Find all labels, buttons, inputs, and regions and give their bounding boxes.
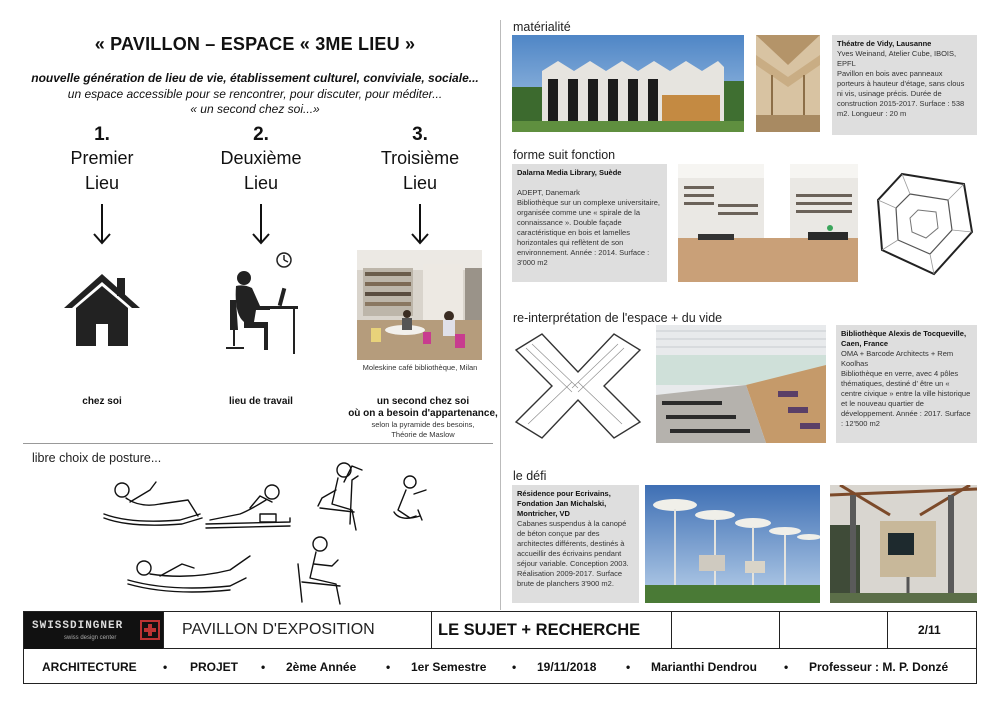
cabane-photo	[830, 485, 977, 603]
posture-perched-sketch	[394, 476, 426, 520]
caption-pyramide: selon la pyramide des besoins,	[371, 420, 475, 429]
section-defi-title: le défi	[513, 469, 547, 483]
footer-empty-cell-2	[780, 612, 888, 649]
place-label-line1: Deuxième	[220, 148, 302, 168]
footer-bullet: •	[626, 660, 631, 674]
footer	[23, 611, 977, 684]
vidy-interior-photo	[756, 35, 820, 132]
info-box-authors: OMA + Barcode Architects + Rem Koolhas	[841, 349, 954, 368]
place-number: 3.	[412, 124, 428, 145]
materialite-info-box	[832, 35, 977, 135]
caption-appartenance: où on a besoin d'appartenance,	[348, 408, 498, 419]
posture-lounging-sketch	[206, 485, 290, 528]
footer-title: PAVILLON D'EXPOSITION	[182, 621, 375, 638]
place-number: 1.	[94, 124, 110, 145]
footer-sujet: LE SUJET + RECHERCHE	[438, 621, 641, 639]
section-reinterp-title: re-interprétation de l'espace + du vide	[513, 311, 723, 325]
forme-info-box	[512, 164, 667, 282]
place-number: 2.	[253, 124, 269, 145]
place-column-2	[186, 124, 336, 196]
logo-cross-icon	[140, 620, 160, 640]
place-column-1	[27, 124, 177, 196]
footer-semestre: 1er Semestre	[411, 660, 487, 674]
caption-second-chez-soi: un second chez soi	[376, 396, 470, 407]
caption-chez-soi: chez soi	[82, 396, 122, 407]
footer-bullet: •	[163, 660, 168, 674]
page-title: « PAVILLON – ESPACE « 3ME LIEU »	[94, 34, 416, 54]
place-label-line2: Lieu	[402, 173, 438, 193]
place-label-line1: Premier	[70, 148, 134, 168]
footer-projet: PROJET	[190, 660, 239, 674]
caption-lieu-de-travail: lieu de travail	[229, 396, 293, 407]
subtitle-line-2: un espace accessible pour se rencontrer, pour discuter, pour méditer...	[67, 87, 443, 101]
footer-date: 19/11/2018	[537, 660, 597, 674]
posture-title: libre choix de posture...	[32, 451, 162, 465]
footer-professeur: Professeur : M. P. Donzé	[809, 660, 949, 674]
posture-sketches	[100, 460, 490, 610]
logo-subtext: swiss design center	[64, 635, 117, 641]
footer-author: Marianthi Dendrou	[651, 660, 758, 674]
tocqueville-plan	[512, 328, 644, 443]
info-box-title: Dalarna Media Library, Suède	[517, 168, 622, 177]
down-arrow-icon	[408, 204, 432, 246]
footer-architecture: ARCHITECTURE	[42, 660, 137, 674]
info-box-text: Cabanes suspendus à la canopé de béton conçue par des architectes différents, destinés à accueillir des écrivains pendant séjour variable. Conception 2003. Réalisation 2009-2017. Surface brute de planchers 3'900 m2.	[517, 519, 629, 588]
defi-info-box	[512, 485, 639, 603]
footer-bullet: •	[784, 660, 789, 674]
moleskine-cafe-photo	[357, 250, 482, 360]
footer-sujet-cell	[432, 612, 672, 649]
reinterp-info-box	[836, 325, 977, 443]
residence-ecrivains-photo	[645, 485, 820, 603]
caption-maslow: Théorie de Maslow	[391, 430, 455, 439]
subtitle-bold: nouvelle génération de lieu de vie, établissement culturel, conviviale, sociale...	[31, 71, 479, 85]
page-number: 2/11	[918, 623, 941, 637]
footer-row-2	[24, 650, 976, 685]
office-worker-icon	[222, 250, 302, 355]
dalarna-floor-plan	[872, 170, 977, 280]
info-box-authors: ADEPT, Danemark	[517, 188, 580, 197]
section-forme-title: forme suit fonction	[513, 148, 616, 162]
logo-text: SWISSDINGNER	[32, 620, 124, 632]
photo-caption: Moleskine café bibliothèque, Milan	[362, 363, 478, 372]
info-box-text: Pavillon en bois avec panneaux porteurs à hauteur d'étage, sans clous ni vis, usinage précis. Durée de construction 2015-2017. Surface : 538 m2. Longueur : 20 m	[837, 69, 965, 118]
down-arrow-icon	[90, 204, 114, 246]
footer-bullet: •	[512, 660, 517, 674]
tocqueville-library-photo	[656, 325, 826, 443]
section-materialite-title: matérialité	[513, 20, 571, 34]
house-icon	[62, 270, 142, 350]
footer-bullet: •	[261, 660, 266, 674]
posture-reclining-sketch	[104, 482, 202, 525]
footer-title-cell	[164, 612, 432, 649]
divider-vertical	[500, 20, 501, 610]
footer-bullet: •	[386, 660, 391, 674]
info-box-title: Bibliothèque Alexis de Tocqueville, Caen, France	[841, 329, 967, 348]
vidy-theatre-photo	[512, 35, 744, 132]
subtitle-line-3: « un second chez soi...»	[190, 102, 320, 116]
footer-annee: 2ème Année	[286, 660, 357, 674]
posture-upright-sketch	[298, 537, 340, 604]
info-box-text: Bibliothèque sur un complexe universitaire, organisée comme une « spirale de la connaissance ». Double façade caractéristique en bois et lamelles horizontales qui reflètent de son environnement. Année : 2014. Surface : 3'000 m2	[517, 198, 660, 267]
info-box-text: Bibliothèque en verre, avec 4 pôles thématiques, destiné d' être un « centre civique » entre la ville historique et le nouveau quartier de développement. Année : 2017. Surface : 12'500 m2	[841, 369, 971, 428]
place-column-3	[345, 124, 495, 196]
info-box-title: Théatre de Vidy, Lausanne	[837, 39, 932, 48]
info-box-title: Résidence pour Ecrivains, Fondation Jan Michalski, Montricher, VD	[517, 489, 611, 518]
posture-lying-sketch	[128, 556, 250, 592]
footer-row-1	[24, 612, 976, 649]
logo-cell	[24, 612, 164, 649]
place-label-line2: Lieu	[243, 173, 279, 193]
divider-left	[23, 443, 493, 444]
dalarna-library-photo	[678, 164, 858, 282]
down-arrow-icon	[249, 204, 273, 246]
posture-sitting-reading-sketch	[318, 463, 362, 530]
place-label-line2: Lieu	[84, 173, 120, 193]
place-label-line1: Troisième	[380, 148, 460, 168]
footer-page-cell	[888, 612, 976, 649]
info-box-authors: Yves Weinand, Atelier Cube, IBOIS, EPFL	[837, 49, 957, 68]
footer-empty-cell-1	[672, 612, 780, 649]
